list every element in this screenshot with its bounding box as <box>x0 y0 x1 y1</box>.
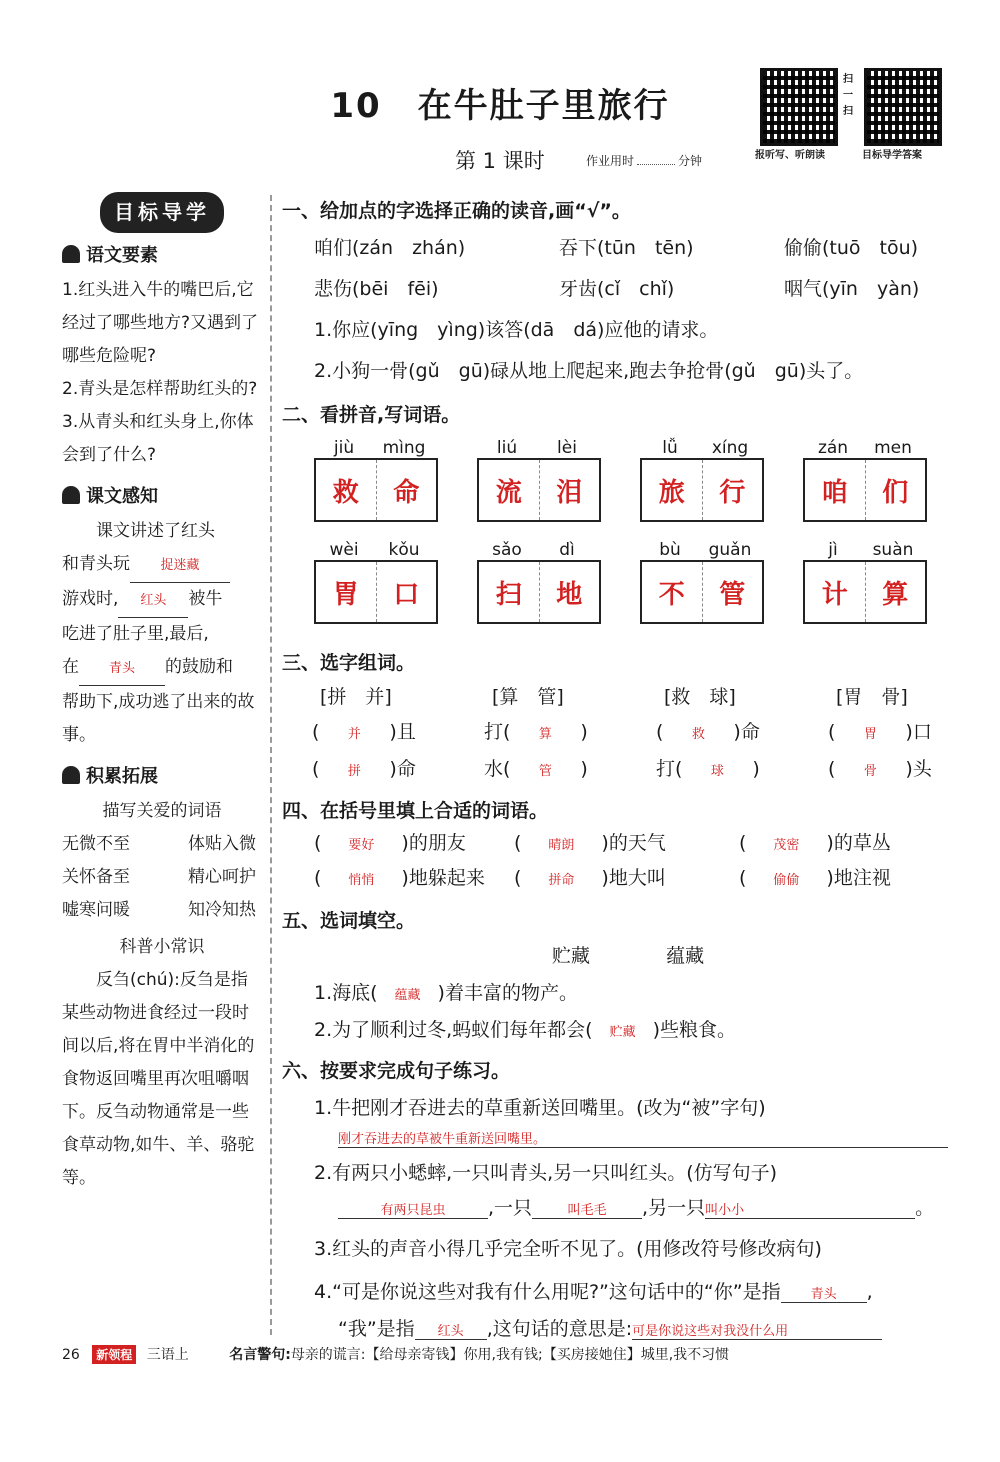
choose-char-group <box>484 680 588 789</box>
question-2 <box>282 400 972 427</box>
char-cell: 计 <box>821 579 848 610</box>
qr-code-icon[interactable] <box>864 68 942 146</box>
sentence-task: 1.牛把刚才吞进去的草重新送回嘴里。(改为“被”字句) <box>314 1097 766 1119</box>
page-number: 26 <box>62 1347 80 1363</box>
question-title: 六、按要求完成句子练习。 <box>282 1060 511 1082</box>
summary-text: 课文讲述了红头 <box>96 521 215 541</box>
question-title: 一、给加点的字选择正确的读音,画“√”。 <box>282 200 631 222</box>
pinyin-label: lǚ xíng <box>662 438 749 458</box>
science-text: 反刍(chú):反刍是指某些动物进食经过一段时间以后,将在胃中半消化的食物返回嘴里再次咀嚼咽下。反刍动物通常是一些食草动物,如牛、羊、骆驼等。 <box>62 970 255 1188</box>
char-cell: 命 <box>376 460 437 520</box>
sentence-task: 4.“可是你说这些对我有什么用呢?”这句话中的“你”是指 青头 , <box>314 1281 873 1303</box>
qr-code-icon[interactable] <box>760 68 838 146</box>
pinyin-choice[interactable]: 咽气(yīn yàn) <box>784 278 920 300</box>
pinyin-word-item <box>477 438 601 522</box>
writing-box[interactable] <box>803 560 927 624</box>
choose-char-group <box>312 680 416 789</box>
char-blank-line: ( 胃 )口 <box>828 715 932 752</box>
guide-question: 3.从青头和红头身上,你体会到了什么? <box>62 412 254 465</box>
guide-question: 1.红头进入牛的嘴巴后,它经过了哪些地方?又遇到了哪些危险呢? <box>62 280 259 366</box>
question-1 <box>282 196 972 383</box>
question-3 <box>282 648 972 675</box>
answer-blank[interactable]: 球 <box>710 764 724 779</box>
writing-box[interactable] <box>314 458 438 522</box>
answer-blank[interactable]: 救 <box>691 727 705 742</box>
pinyin-label: sǎo dì <box>492 540 575 560</box>
pinyin-label: wèi kǒu <box>329 540 420 560</box>
pinyin-label: bù guǎn <box>659 540 752 560</box>
pinyin-label: liú lèi <box>496 438 577 458</box>
homework-time-blank[interactable] <box>637 164 675 165</box>
answer-blank[interactable]: 并 <box>347 727 361 742</box>
answer-blank[interactable]: 拼命 <box>548 873 575 888</box>
homework-time-label: 作业用时 <box>586 154 635 168</box>
char-cell: 流 <box>495 477 522 508</box>
answer-blank[interactable]: 有两只昆虫 <box>338 1199 488 1219</box>
pinyin-label: jì suàn <box>828 540 914 560</box>
answer-blank[interactable]: 茂密 <box>773 838 800 853</box>
pinyin-choice[interactable]: 偷偷(tuō tōu) <box>784 237 919 259</box>
char-blank-line: ( 救 )命 <box>656 715 760 752</box>
pinyin-word-item <box>640 438 764 522</box>
pinyin-word-item <box>314 540 438 624</box>
grade-label: 三语上 <box>146 1347 189 1363</box>
footer <box>62 1344 729 1364</box>
question-title: 二、看拼音,写词语。 <box>282 404 461 426</box>
choose-char-group <box>656 680 760 789</box>
answer-blank[interactable]: 叫小小 <box>705 1199 915 1219</box>
char-cell: 行 <box>702 460 763 520</box>
char-options: [救 球] <box>664 686 736 708</box>
char-blank-line: 水( 管 ) <box>484 752 588 789</box>
column-divider <box>270 195 272 1335</box>
fill-word-item: ( 晴朗 )的天气 <box>514 832 666 854</box>
answer-blank[interactable]: 管 <box>538 764 552 779</box>
char-blank-line: ( 拼 )命 <box>312 752 416 789</box>
question-title: 三、选字组词。 <box>282 652 416 674</box>
pinyin-word-item <box>803 438 927 522</box>
answer-blank[interactable]: 青头 <box>79 652 165 686</box>
brand-logo: 新领程 <box>92 1345 136 1364</box>
guide-question: 2.青头是怎样帮助红头的? <box>62 379 258 399</box>
section-heading: 语文要素 <box>62 239 262 272</box>
word-pair: 关怀备至 精心呵护 <box>62 867 256 887</box>
pinyin-choice[interactable]: 吞下(tūn tēn) <box>559 237 694 259</box>
answer-blank[interactable]: 胃 <box>863 727 877 742</box>
pinyin-row <box>282 274 972 301</box>
fill-word-item: ( 悄悄 )地躲起来 <box>314 867 485 889</box>
pinyin-row <box>282 233 972 260</box>
answer-blank[interactable]: 青头 <box>781 1283 867 1303</box>
answer-blank[interactable]: 拼 <box>347 764 361 779</box>
char-blank-line: 打( 球 ) <box>656 752 760 789</box>
writing-box[interactable] <box>477 560 601 624</box>
char-options: [胃 骨] <box>836 686 908 708</box>
pinyin-word-item <box>640 540 764 624</box>
summary-text: 和青头玩 捉迷藏 <box>62 548 262 583</box>
char-cell: 救 <box>332 477 359 508</box>
question-title: 四、在括号里填上合适的词语。 <box>282 800 549 822</box>
answer-blank[interactable]: 捉迷藏 <box>130 549 230 583</box>
answer-blank[interactable]: 叫毛毛 <box>532 1199 642 1219</box>
imitation-answer: 有两只昆虫 ,一只 叫毛毛 ,另一只叫小小 。 <box>282 1193 972 1220</box>
sidebar-badge: 目标导学 <box>100 192 224 233</box>
word-options <box>282 941 972 968</box>
qr-scan-label: 扫一扫 <box>843 74 853 117</box>
reader-icon <box>62 766 80 784</box>
writing-box[interactable] <box>803 458 927 522</box>
char-cell: 胃 <box>332 579 359 610</box>
char-cell: 管 <box>702 562 763 622</box>
pinyin-label: zán men <box>817 438 912 458</box>
answer-blank[interactable]: 要好 <box>348 838 375 853</box>
writing-box[interactable] <box>477 458 601 522</box>
fill-word-item: ( 要好 )的朋友 <box>314 832 466 854</box>
summary-text: 帮助下,成功逃了出来的故事。 <box>62 692 255 745</box>
summary-text: 游戏时, 红头 被牛 <box>62 583 262 618</box>
answer-line[interactable]: 刚才吞进去的草被牛重新送回嘴里。 <box>338 1128 948 1148</box>
fill-word-item: ( 茂密 )的草丛 <box>739 832 891 854</box>
char-cell: 不 <box>658 579 685 610</box>
sidebar <box>62 192 262 1195</box>
qr-left-caption: 报听写、听朗读 <box>755 150 825 161</box>
lesson-period: 第 1 课时 <box>455 149 545 173</box>
pinyin-word-item <box>477 540 601 624</box>
writing-box[interactable] <box>314 560 438 624</box>
answer-blank[interactable]: 算 <box>538 727 552 742</box>
homework-time <box>586 152 702 169</box>
section-heading: 课文感知 <box>62 480 262 513</box>
word-grid <box>314 438 954 638</box>
lesson-number: 10 <box>330 86 382 126</box>
answer-blank[interactable]: 蕴藏 <box>394 988 421 1003</box>
writing-box[interactable] <box>640 458 764 522</box>
quote-text: 母亲的谎言:【给母亲寄钱】你用,我有钱;【买房接她住】城里,我不习惯 <box>290 1347 730 1363</box>
answer-blank[interactable]: 骨 <box>863 764 877 779</box>
char-cell: 口 <box>376 562 437 622</box>
homework-time-unit: 分钟 <box>678 154 703 168</box>
fill-word-item: ( 偷偷 )地注视 <box>739 867 891 889</box>
answer-blank[interactable]: 可是你说这些对我没什么用 <box>632 1320 882 1340</box>
word-pair: 嘘寒问暖 知冷知热 <box>62 900 256 920</box>
quote-label: 名言警句: <box>229 1347 291 1363</box>
pinyin-label: jiù mìng <box>333 438 426 458</box>
question-6 <box>282 1056 972 1341</box>
char-cell: 们 <box>865 460 926 520</box>
char-options: [拼 并] <box>320 686 392 708</box>
char-cell: 地 <box>539 562 600 622</box>
subheading: 科普小常识 <box>119 937 205 957</box>
summary-text: 吃进了肚子里,最后, <box>62 624 209 644</box>
pinyin-choice[interactable]: 咱们(zán zhán) <box>314 237 466 259</box>
answer-blank[interactable]: 贮藏 <box>609 1025 636 1040</box>
char-blank-line: ( 骨 )头 <box>828 752 932 789</box>
word-option: 贮藏 <box>552 945 591 967</box>
pinyin-word-item <box>803 540 927 624</box>
sentence-task: 2.有两只小蟋蟀,一只叫青头,另一只叫红头。(仿写句子) <box>314 1162 778 1184</box>
answer-blank[interactable]: 偷偷 <box>773 873 800 888</box>
fill-word-item: ( 拼命 )地大叫 <box>514 867 666 889</box>
answer-blank[interactable]: 红头 <box>415 1320 487 1340</box>
choose-char-group <box>828 680 932 789</box>
char-cell: 旅 <box>658 477 685 508</box>
sentence-task: “我”是指 红头 ,这句话的意思是:可是你说这些对我没什么用 <box>282 1314 972 1341</box>
summary-text: 在 青头 的鼓励和 <box>62 651 262 686</box>
char-cell: 扫 <box>495 579 522 610</box>
fill-word-grid <box>314 828 974 898</box>
word-option: 蕴藏 <box>666 945 705 967</box>
char-options: [算 管] <box>492 686 564 708</box>
reader-icon <box>62 486 80 504</box>
char-blank-line: ( 并 )且 <box>312 715 416 752</box>
writing-box[interactable] <box>640 560 764 624</box>
pinyin-sentence[interactable]: 1.你应(yīng yìng)该答(dā dá)应他的请求。 <box>314 319 719 341</box>
section-heading: 积累拓展 <box>62 760 262 793</box>
word-pair: 无微不至 体贴入微 <box>62 834 256 854</box>
reader-icon <box>62 245 80 263</box>
pinyin-sentence[interactable]: 2.小狗一骨(gǔ gū)碌从地上爬起来,跑去争抢骨(gǔ gū)头了。 <box>314 360 864 382</box>
char-cell: 泪 <box>539 460 600 520</box>
answer-blank[interactable]: 晴朗 <box>548 838 575 853</box>
pinyin-choice[interactable]: 牙齿(cǐ chǐ) <box>559 278 675 300</box>
subheading: 描写关爱的词语 <box>102 801 222 821</box>
sentence-task[interactable]: 3.红头的声音小得几乎完全听不见了。(用修改符号修改病句) <box>314 1238 822 1260</box>
pinyin-choice[interactable]: 悲伤(bēi fēi) <box>314 278 439 300</box>
char-cell: 咱 <box>821 477 848 508</box>
question-5 <box>282 906 972 1042</box>
qr-right-caption: 目标导学答案 <box>862 150 922 161</box>
question-4 <box>282 796 972 823</box>
pinyin-word-item <box>314 438 438 522</box>
lesson-title: 在牛肚子里旅行 <box>417 86 670 126</box>
answer-blank[interactable]: 悄悄 <box>348 873 375 888</box>
fill-sentence: 1.海底( 蕴藏 )着丰富的物产。 <box>314 982 578 1004</box>
choose-char-grid <box>312 680 972 790</box>
char-blank-line: 打( 算 ) <box>484 715 588 752</box>
answer-blank[interactable]: 红头 <box>118 584 188 618</box>
char-cell: 算 <box>865 562 926 622</box>
fill-sentence: 2.为了顺利过冬,蚂蚁们每年都会( 贮藏 )些粮食。 <box>314 1019 737 1041</box>
question-title: 五、选词填空。 <box>282 910 416 932</box>
